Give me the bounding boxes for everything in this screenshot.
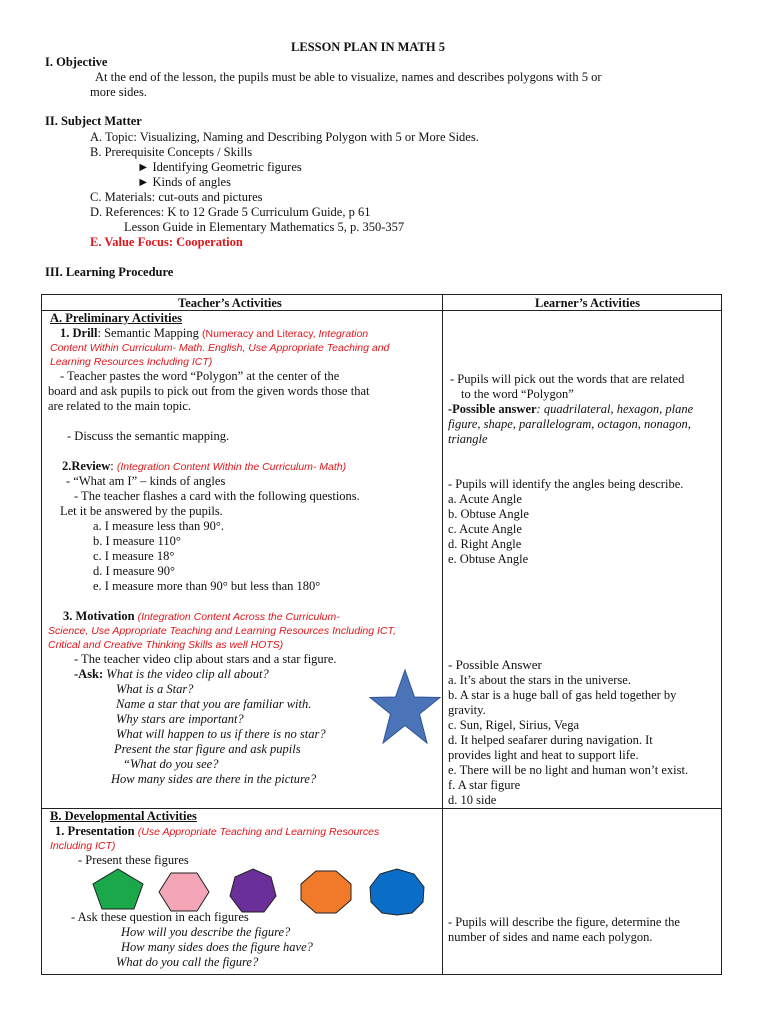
motivation-line-1: - The teacher video clip about stars and a star figure. — [74, 652, 337, 666]
drill-body-3: are related to the main topic. — [48, 399, 191, 413]
nonagon-figure — [369, 868, 425, 916]
motivation-note-3: Critical and Creative Thinking Skills as well HOTS) — [48, 639, 284, 651]
hexagon-figure — [158, 872, 210, 912]
drill-text: : Semantic Mapping — [97, 326, 202, 340]
review-item: d. I measure 90° — [93, 564, 176, 578]
learner-motivation-item: d. 10 side — [448, 793, 497, 807]
ask-each-question: How many sides does the figure have? — [121, 940, 313, 954]
table-column-divider — [442, 294, 443, 975]
heptagon-figure — [229, 868, 277, 914]
prereq-item: ► Identifying Geometric figures — [137, 160, 302, 174]
learner-possible-text-3: triangle — [448, 432, 488, 446]
review-label: 2.Review — [62, 459, 111, 473]
drill-note-a: (Numeracy and Literacy, — [202, 328, 319, 340]
page-title: LESSON PLAN IN MATH 5 — [291, 40, 445, 54]
learner-motivation-item: a. It’s about the stars in the universe. — [448, 673, 631, 687]
star-polygon — [370, 670, 440, 743]
pentagon-polygon — [93, 869, 143, 909]
learner-drill-2: to the word “Polygon” — [461, 387, 574, 401]
learner-motivation-item: e. There will be no light and human won’t exist. — [448, 763, 689, 777]
prereq-item: ► Kinds of angles — [137, 175, 231, 189]
learner-motivation-label: - Possible Answer — [448, 657, 542, 672]
pentagon-figure — [92, 868, 144, 910]
learner-possible-label: -Possible answer — [448, 402, 537, 416]
motivation-note-2: Science, Use Appropriate Teaching and Learning Resources Including ICT, — [48, 625, 396, 637]
drill-note-c: Content Within Curriculum- Math. English, Use Appropriate Teaching and — [50, 342, 390, 354]
drill-discuss: - Discuss the semantic mapping. — [67, 429, 230, 443]
drill-label: 1. Drill — [60, 326, 98, 340]
learner-column-header: Learner’s Activities — [535, 296, 640, 310]
materials: C. Materials: cut-outs and pictures — [90, 190, 263, 204]
review-item: e. I measure more than 90° but less than 180° — [93, 579, 321, 593]
learner-possible-text-2: figure, shape, parallelogram, octagon, nonagon, — [448, 417, 691, 431]
presentation-note-1: (Use Appropriate Teaching and Learning Resources — [137, 826, 380, 838]
review-note: (Integration Content Within the Curriculum- Math) — [116, 461, 347, 473]
ask-question: Why stars are important? — [116, 712, 244, 726]
review-line: 2.Review: (Integration Content Within the Curriculum- Math) — [62, 459, 347, 473]
octagon-figure — [300, 870, 352, 914]
review-line-2: - The teacher flashes a card with the following questions. — [74, 489, 360, 503]
references: D. References: K to 12 Grade 5 Curriculum Guide, p 61 — [90, 205, 371, 219]
topic: A. Topic: Visualizing, Naming and Describing Polygon with 5 or More Sides. — [90, 130, 479, 144]
learner-review-intro: - Pupils will identify the angles being describe. — [448, 477, 684, 491]
table-border-left — [41, 294, 42, 975]
ask-question: “What do you see? — [123, 757, 219, 771]
teacher-column-header: Teacher’s Activities — [178, 296, 282, 310]
ask-question: What is a Star? — [116, 682, 194, 696]
presentation-label: 1. Presentation — [55, 824, 135, 838]
ask-question: Name a star that you are familiar with. — [116, 697, 312, 711]
learner-drill-1: - Pupils will pick out the words that are related — [450, 372, 685, 386]
ask-question: How many sides are there in the picture? — [111, 772, 317, 786]
ask-question: What will happen to us if there is no star? — [116, 727, 326, 741]
motivation-line — [63, 609, 340, 625]
review-line-3: Let it be answered by the pupils. — [60, 504, 223, 518]
prerequisite: B. Prerequisite Concepts / Skills — [90, 145, 253, 159]
learner-review-item: e. Obtuse Angle — [448, 552, 529, 566]
drill-note-b: Integration — [318, 328, 369, 340]
developmental-heading: B. Developmental Activities — [50, 809, 197, 823]
table-border-right — [721, 294, 722, 975]
presentation-note-2: Including ICT) — [50, 840, 116, 852]
table-border-bottom — [41, 974, 722, 975]
motivation-note-1: (Integration Content Across the Curriculum- — [137, 611, 340, 623]
objective-text: At the end of the lesson, the pupils must be able to visualize, names and describes polygons with 5 or — [95, 70, 602, 84]
learner-motivation-item: provides light and heat to support life. — [448, 748, 639, 762]
learning-procedure-heading: III. Learning Procedure — [45, 265, 174, 279]
preliminary-heading: A. Preliminary Activities — [50, 311, 183, 325]
learner-review-item: c. Acute Angle — [448, 522, 522, 536]
ask-question: What is the video clip all about? — [106, 667, 269, 681]
learner-review-item: d. Right Angle — [448, 537, 522, 551]
subject-matter-heading: II. Subject Matter — [45, 114, 142, 128]
ask-label: -Ask: — [74, 667, 104, 681]
present-line: - Present these figures — [78, 853, 189, 867]
ask-each-line: - Ask these question in each figures — [71, 910, 249, 924]
learner-dev-1: - Pupils will describe the figure, determine the — [448, 915, 680, 929]
learner-motivation-item: c. Sun, Rigel, Sirius, Vega — [448, 718, 580, 732]
learner-dev-2: number of sides and name each polygon. — [448, 930, 653, 944]
learner-motivation-item: f. A star figure — [448, 778, 521, 792]
motivation-label: 3. Motivation — [63, 609, 135, 623]
review-item: a. I measure less than 90°. — [93, 519, 224, 533]
value-focus: E. Value Focus: Cooperation — [90, 235, 243, 249]
presentation-line — [55, 824, 379, 840]
review-line-1: - “What am I” – kinds of angles — [66, 474, 226, 488]
star-figure — [370, 668, 440, 746]
learner-review-item: a. Acute Angle — [448, 492, 522, 506]
drill-note-d: Learning Resources Including ICT) — [50, 356, 213, 368]
learner-possible-line — [448, 402, 693, 417]
ask-question: Present the star figure and ask pupils — [114, 742, 301, 756]
review-item: b. I measure 110° — [93, 534, 181, 548]
drill-body-2: board and ask pupils to pick out from the given words those that — [48, 384, 370, 398]
learner-motivation-item: gravity. — [448, 703, 486, 717]
octagon-polygon — [301, 871, 351, 913]
objective-text-2: more sides. — [90, 85, 147, 99]
objective-heading: I. Objective — [45, 55, 108, 69]
hexagon-polygon — [159, 873, 209, 911]
review-item: c. I measure 18° — [93, 549, 175, 563]
table-border-top — [41, 294, 722, 295]
ask-each-question: What do you call the figure? — [116, 955, 259, 969]
ask-line — [74, 667, 269, 682]
learner-motivation-item: b. A star is a huge ball of gas held together by — [448, 688, 677, 702]
references-2: Lesson Guide in Elementary Mathematics 5, p. 350-357 — [124, 220, 405, 234]
drill-line — [60, 326, 368, 342]
ask-each-question: How will you describe the figure? — [121, 925, 291, 939]
learner-review-item: b. Obtuse Angle — [448, 507, 529, 521]
nonagon-polygon — [370, 869, 424, 915]
drill-body-1: - Teacher pastes the word “Polygon” at the center of the — [60, 369, 340, 383]
learner-motivation-item: d. It helped seafarer during navigation. It — [448, 733, 653, 747]
learner-possible-text: : quadrilateral, hexagon, plane — [536, 402, 694, 416]
heptagon-polygon — [230, 869, 276, 912]
